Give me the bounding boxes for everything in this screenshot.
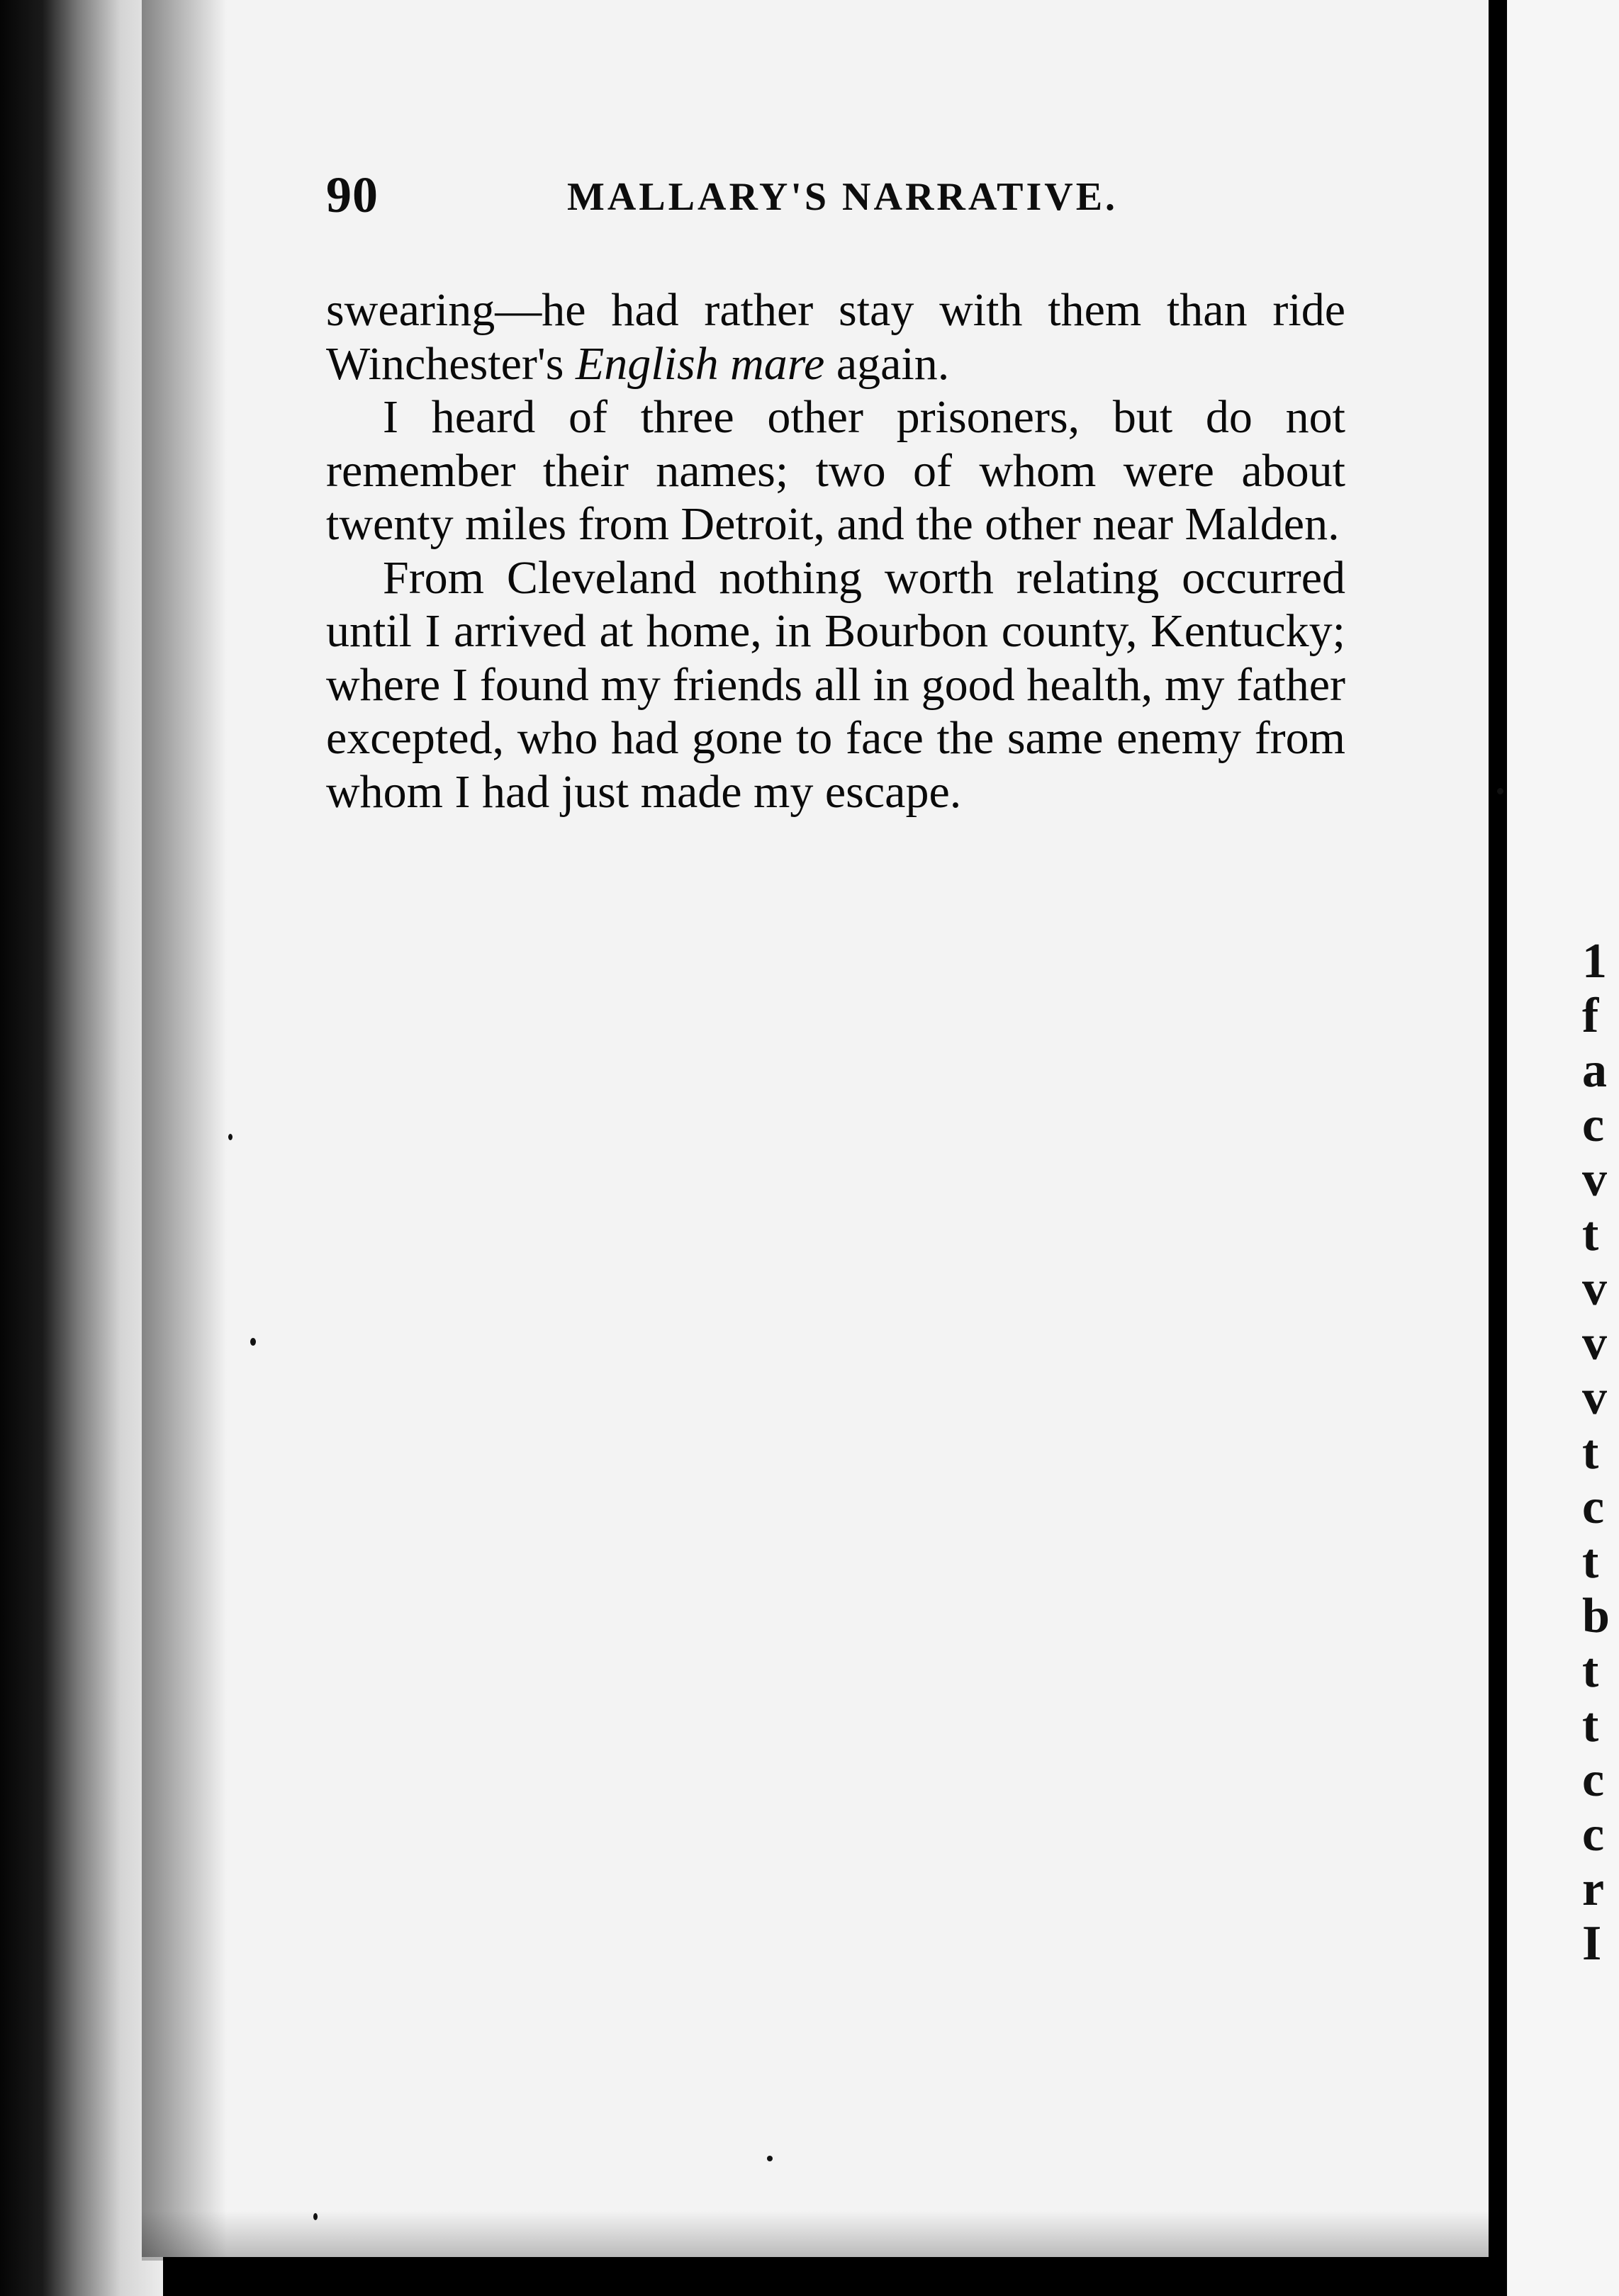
- adjacent-line-start: t: [1582, 1534, 1599, 1589]
- adjacent-line-start: t: [1582, 1425, 1599, 1480]
- adjacent-line-start: c: [1582, 1480, 1605, 1534]
- print-speck: [1497, 788, 1503, 794]
- print-speck: [313, 2213, 318, 2220]
- running-title: MALLARY'S NARRATIVE.: [567, 175, 1119, 219]
- adjacent-line-start: t: [1582, 1643, 1599, 1698]
- adjacent-line-start: c: [1582, 1098, 1605, 1152]
- paragraph-text: again.: [824, 337, 950, 390]
- paragraph: [326, 390, 1345, 551]
- paragraph-text: I heard of three other prisoners, but do not remember their names; two of whom were about twenty miles from Detroit, and the other near Malden.: [326, 391, 1345, 550]
- adjacent-line-start: v: [1582, 1316, 1607, 1371]
- page-header: [326, 166, 1345, 230]
- print-speck: [767, 2156, 773, 2161]
- adjacent-line-start: f: [1582, 989, 1599, 1043]
- page-binding-shadow: [142, 0, 227, 2257]
- print-speck: [250, 1338, 256, 1346]
- adjacent-line-start: 1: [1582, 934, 1607, 989]
- adjacent-line-start: c: [1582, 1807, 1605, 1862]
- adjacent-line-start: I: [1582, 1916, 1602, 1971]
- paragraph-text: swearing—he had rather stay with them than ride Winchester's: [326, 284, 1345, 390]
- page-gutter: [1489, 0, 1507, 2296]
- adjacent-line-start: v: [1582, 1371, 1607, 1425]
- paragraph: [326, 551, 1345, 819]
- adjacent-line-start: b: [1582, 1589, 1610, 1643]
- adjacent-line-start: r: [1582, 1862, 1605, 1916]
- adjacent-line-start: a: [1582, 1043, 1607, 1098]
- body-text: [326, 283, 1345, 818]
- adjacent-line-start: c: [1582, 1752, 1605, 1807]
- adjacent-line-start: t: [1582, 1207, 1599, 1261]
- paragraph: [326, 283, 1345, 390]
- adjacent-page-line-starts: [1582, 934, 1610, 1971]
- italic-text: English mare: [575, 337, 825, 390]
- page-bottom-edge: [142, 2211, 1489, 2261]
- adjacent-line-start: v: [1582, 1261, 1607, 1316]
- book-edge-left: [0, 0, 163, 2296]
- paragraph-text: From Cleveland nothing worth relating occurred until I arrived at home, in Bourbon county, Kentucky; where I found my friends all in good health, my father excepted, who had gone to face the same enemy from whom I had just made my escape.: [326, 551, 1345, 818]
- print-speck: [228, 1134, 233, 1140]
- adjacent-line-start: t: [1582, 1698, 1599, 1752]
- page-number: 90: [326, 167, 379, 223]
- adjacent-line-start: v: [1582, 1152, 1607, 1207]
